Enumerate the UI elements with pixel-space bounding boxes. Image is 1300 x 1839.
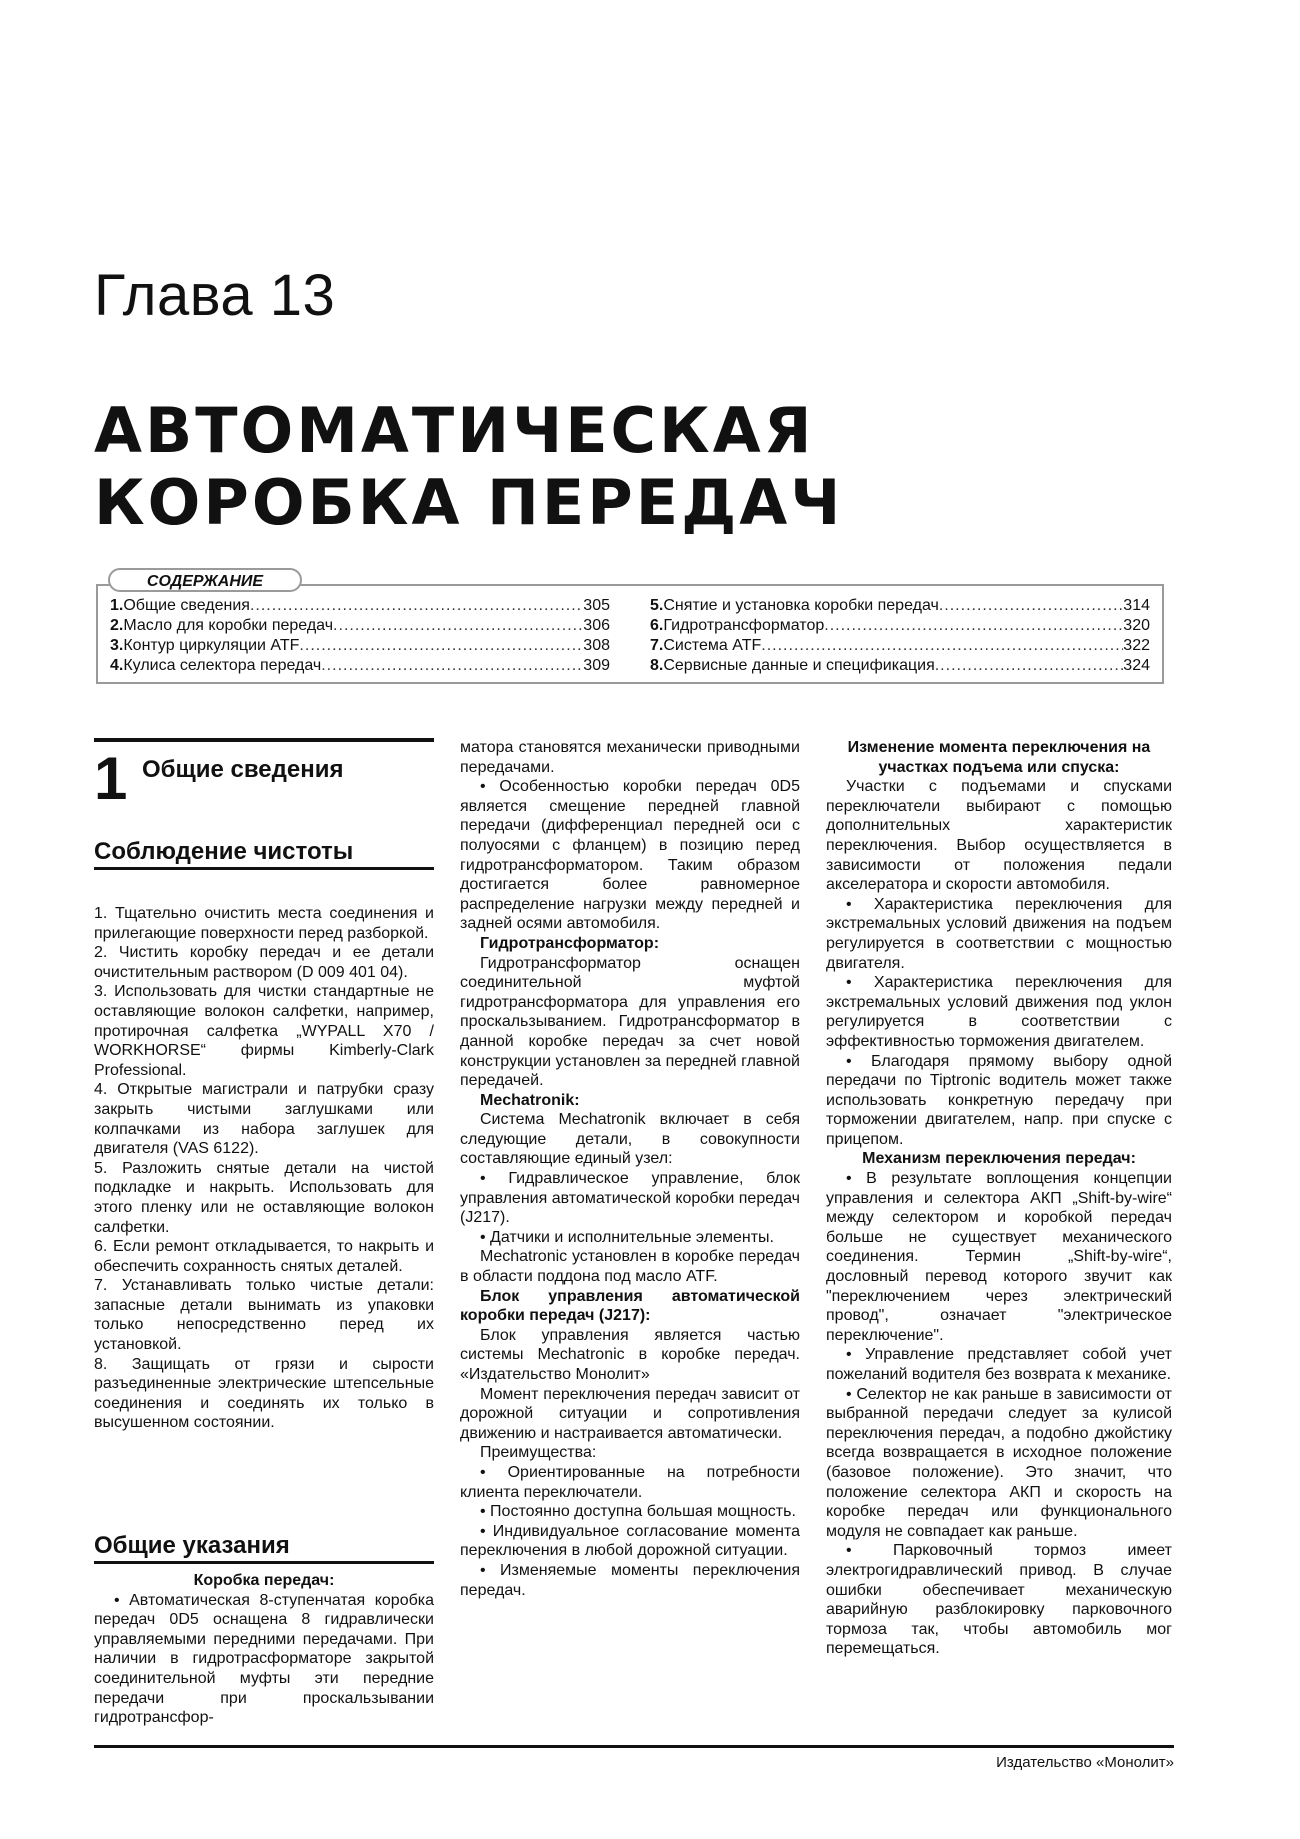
toc-entry-leader — [250, 596, 583, 616]
column-1-gearbox — [94, 1571, 434, 1728]
cleanliness-item: 5. Разложить снятые детали на чистой подкладке и накрыть. Использовать для этого пленку или не оставляющие волокон салфетки. — [94, 1159, 434, 1236]
paragraph-heading: Mechatronik: — [480, 1091, 580, 1109]
toc-entry-page: 306 — [583, 617, 610, 634]
paragraph: • Характеристика переключения для экстремальных условий движения под уклон регулируется в соответствии с эффективностью торможения двигателем. — [826, 974, 1172, 1050]
toc-entry-leader — [939, 596, 1123, 616]
paragraph: Гидротрансформатор оснащен соединительной муфтой гидротрансформатора для управления его проскальзыванием. Гидротрансформатор в данной коробке передач за счет новой конструкции установлен за передней главной передачей. — [460, 954, 800, 1090]
chapter-title — [94, 395, 843, 539]
toc-entry-number: 1. — [110, 597, 124, 614]
gearbox-text: • Автоматическая 8-ступенчатая коробка передач 0D5 оснащена 8 гидравлически управляемыми передними передачами. При наличии в гидротрасформаторе закрытой соединительной муфты эти передние передачи при проскальзывании гидротрансфор- — [94, 1591, 434, 1727]
paragraph: Преимущества: — [480, 1444, 597, 1462]
toc-entry-page: 324 — [1123, 657, 1150, 674]
cleanliness-item: 6. Если ремонт откладывается, то накрыть и обеспечить сохранность снятых деталей. — [94, 1238, 434, 1275]
toc-entry-title: Снятие и установка коробки передач — [663, 597, 939, 614]
paragraph: • Ориентированные на потребности клиента переключатели. — [460, 1463, 800, 1501]
paragraph: • Постоянно доступна большая мощность. — [480, 1503, 796, 1521]
column-2 — [460, 738, 800, 1600]
cleanliness-item: 8. Защищать от грязи и сырости разъединенные электрические штепсельные соединения и соединять их только в высушенном состоянии. — [94, 1355, 434, 1432]
toc-entry — [110, 596, 610, 616]
cleanliness-item: 4. Открытые магистрали и патрубки сразу закрыть чистыми заглушками или колпачками из набора заглушек для двигателя (VAS 6122). — [94, 1081, 434, 1158]
toc-entry — [110, 656, 610, 676]
cleanliness-item: 7. Устанавливать только чистые детали: запасные детали вынимать из упаковки только непосредственно перед их установкой. — [94, 1277, 434, 1354]
cleanliness-item: 2. Чистить коробку передач и ее детали очистительным раствором (D 009 401 04). — [94, 944, 434, 981]
toc-entry-number: 5. — [650, 597, 664, 614]
toc-entry-title: Контур циркуляции ATF — [123, 637, 300, 654]
subheading-cleanliness: Соблюдение чистоты — [94, 838, 434, 870]
toc-entry — [110, 636, 610, 656]
toc-entry-number: 4. — [110, 657, 124, 674]
toc-entry-leader — [761, 636, 1123, 656]
toc-entry — [650, 616, 1150, 636]
toc-entry-title: Система ATF — [663, 637, 762, 654]
section-number: 1 — [94, 745, 128, 812]
section-name: Общие сведения — [142, 756, 344, 783]
toc-entry-page: 314 — [1123, 597, 1150, 614]
subheading-general-notes: Общие указания — [94, 1532, 434, 1564]
column-1-items — [94, 904, 434, 1433]
toc-entry — [650, 596, 1150, 616]
cleanliness-item: 1. Тщательно очистить места соединения и прилегающие поверхности перед разборкой. — [94, 905, 434, 942]
toc-entry-number: 3. — [110, 637, 124, 654]
paragraph: • Датчики и исполнительные элементы. — [480, 1228, 774, 1246]
paragraph: • Благодаря прямому выбору одной передачи по Tiptronic водитель может также использовать конкретную передачу при торможении двигателем, напр. при спуске с прицепом. — [826, 1052, 1172, 1148]
toc-entry-leader — [299, 636, 583, 656]
toc-column-right — [650, 596, 1150, 676]
footer-publisher: Издательство «Монолит» — [996, 1754, 1174, 1771]
toc-column-left — [110, 596, 610, 676]
paragraph: • Гидравлическое управление, блок управления автоматической коробки передач (J217). — [460, 1170, 800, 1227]
toc-entry-page: 305 — [583, 597, 610, 614]
title-line-1: АВТОМАТИЧЕСКАЯ — [94, 394, 815, 467]
paragraph: Блок управления является частью системы Mechatronic в коробке передач. «Издательство Монолит» — [460, 1326, 800, 1383]
toc-entry-title: Масло для коробки передач — [123, 617, 334, 634]
paragraph: • В результате воплощения концепции управления и селектора АКП „Shift-by-wire“ между селектором и коробкой передач больше не существует механического соединения. Термин „Shift-by-wire“, дословный перевод которого звучит как "переключением через электрический провод", означает "электрическое переключение". — [826, 1170, 1172, 1344]
toc-entry-leader — [824, 616, 1123, 636]
gearbox-heading: Коробка передач: — [193, 1572, 335, 1589]
toc-entry — [650, 656, 1150, 676]
toc-entry — [650, 636, 1150, 656]
toc-entry-leader — [321, 656, 583, 676]
toc-entry-page: 320 — [1123, 617, 1150, 634]
paragraph: матора становятся механически приводными передачами. — [460, 739, 800, 776]
paragraph-heading: Механизм переключения передач: — [862, 1150, 1136, 1168]
footer-rule — [94, 1745, 1174, 1748]
paragraph: • Изменяемые моменты переключения передач. — [460, 1561, 800, 1599]
paragraph: Mechatronic установлен в коробке передач в области поддона под масло ATF. — [460, 1248, 800, 1286]
toc-entry-number: 2. — [110, 617, 124, 634]
title-line-2: КОРОБКА ПЕРЕДАЧ — [94, 466, 844, 539]
toc-entry-page: 308 — [583, 637, 610, 654]
toc-entry — [110, 616, 610, 636]
toc-entry-leader — [333, 616, 583, 636]
column-3 — [826, 738, 1172, 1659]
toc-entry-title: Сервисные данные и спецификация — [663, 657, 935, 674]
paragraph: • Парковочный тормоз имеет электрогидравлический привод. В случае ошибки обеспечивает механическую аварийную разблокировку парковочного тормоза так, чтобы автомобиль мог перемещаться. — [826, 1542, 1172, 1658]
toc-entry-title: Общие сведения — [123, 597, 250, 614]
chapter-label: Глава 13 — [94, 263, 336, 328]
toc-entry-number: 6. — [650, 617, 664, 634]
toc-entry-number: 8. — [650, 657, 664, 674]
paragraph-heading: Блок управления автоматической коробки передач (J217): — [460, 1287, 800, 1325]
paragraph: Система Mechatronik включает в себя следующие детали, в совокупности составляющие единый узел: — [460, 1111, 800, 1168]
paragraph: Участки с подъемами и спусками переключатели выбирают с помощью дополнительных характеристик переключения. Выбор осуществляется в зависимости от положения педали акселератора и скорости автомобиля. — [826, 778, 1172, 894]
toc-entry-leader — [935, 656, 1124, 676]
paragraph-heading: Изменение момента переключения на участках подъема или спуска: — [847, 739, 1151, 776]
paragraph: • Характеристика переключения для экстремальных условий движения на подъем регулируется в соответствии с мощностью двигателя. — [826, 895, 1172, 972]
cleanliness-item: 3. Использовать для чистки стандартные не оставляющие волокон салфетки, например, протирочная салфетка „WYPALL X70 / WORKHORSE“ фирмы Kimberly-Clark Professional. — [94, 983, 434, 1079]
section-heading — [94, 738, 434, 818]
toc-heading: СОДЕРЖАНИЕ — [108, 568, 302, 592]
paragraph-heading: Гидротрансформатор: — [480, 934, 660, 952]
toc-entry-page: 322 — [1123, 637, 1150, 654]
toc-entry-number: 7. — [650, 637, 664, 654]
paragraph: Момент переключения передач зависит от дорожной ситуации и сопротивления движению и настраивается автоматически. — [460, 1385, 800, 1442]
toc-entry-page: 309 — [583, 657, 610, 674]
toc-entry-title: Гидротрансформатор — [663, 617, 825, 634]
toc-entry-title: Кулиса селектора передач — [123, 657, 322, 674]
paragraph: • Управление представляет собой учет пожеланий водителя без возврата к механике. — [826, 1346, 1172, 1383]
paragraph: • Индивидуальное согласование момента переключения в любой дорожной ситуации. — [460, 1522, 800, 1560]
paragraph: • Особенностью коробки передач 0D5 является смещение передней главной передачи (дифференциал передней оси с полуосями с фланцем) в позицию перед гидротрансформатором. Таким образом достигается более равномерное распределение нагрузки между передней и задней осями автомобиля. — [460, 778, 800, 933]
paragraph: • Селектор не как раньше в зависимости от выбранной передачи следует за кулисой переключения передач, а подобно джойстику всегда возвращается в исходное положение (базовое положение). Это значит, что положение селектора АКП и скорость на коробке передач или функционального модуля не совпадает как раньше. — [826, 1385, 1172, 1540]
